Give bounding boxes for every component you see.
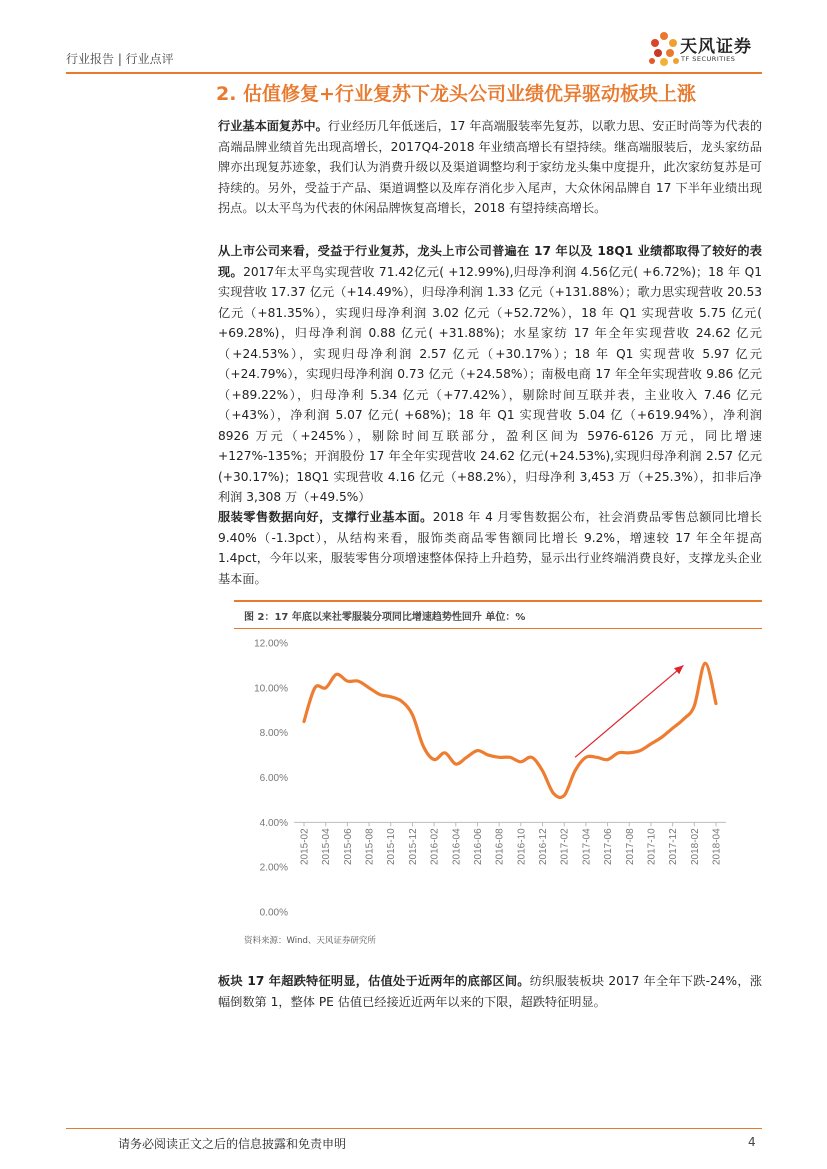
x-tick-label: 2017-02 [559, 828, 571, 866]
data-point [379, 693, 381, 695]
figure-title-bar [234, 600, 762, 629]
paragraph-4 [218, 971, 762, 1012]
y-tick-label: 4.00% [259, 817, 288, 829]
logo-name-cn: 天风证券 [680, 37, 752, 57]
x-tick-label: 2018-04 [711, 828, 723, 866]
data-point [552, 792, 554, 794]
x-tick-label: 2018-02 [689, 828, 701, 866]
data-point [639, 749, 641, 751]
trend-arrow-line [575, 665, 683, 757]
paragraph-4-body: 纺织服装板块 2017 年全年下跌-24%，涨幅倒数第 1，整体 PE 估值已经接近近两年以来的下限，超跌特征明显。 [218, 974, 762, 1009]
data-point [585, 756, 587, 758]
data-point [704, 662, 706, 664]
data-point [596, 756, 598, 758]
data-point [335, 673, 337, 675]
y-tick-label: 12.00% [254, 638, 288, 650]
y-tick-label: 10.00% [254, 683, 288, 695]
x-tick-label: 2017-04 [581, 828, 593, 866]
data-point [693, 705, 695, 707]
section-title: 2. 估值修复+行业复苏下龙头公司业绩优异驱动板块上涨 [216, 83, 696, 105]
paragraph-2-body: 2017年太平鸟实现营收 71.42亿元( +12.99%),归母净利润 4.56亿元( +6.72%)；18 年 Q1 实现营收 17.37 亿元（+14.49%），归母净利润 1.33 亿元（+131.88%）；歌力思实现营收 20.53 亿元（+81.35%），实现归母净利润 3.02 亿元（+52.72%），18 年 Q1 实现营收 5.75 亿元( +69.28%)，归母净利润 0.88 亿元( +31.88%)；水星家纺 17 年全年实现营收 24.62 亿元（+24.53%），实现归母净利润 2.57 亿元（+30.17%）；18 年 Q1 实现营收 5.97 亿元（+24.79%），实现归母净利润 0.73 亿元（+24.58%）；南极电商 17 年全年实现营收 9.86 亿元（+89.22%），归母净利 5.34 亿元（+77.42%），剔除时间互联并表，主业收入 7.46 亿元（+43%），净利润 5.07 亿元( +68%)；18 年 Q1 实现营收 5.04 亿（+619.94%），净利润 8926 万元（+245%），剔除时间互联部分，盈利区间为 5976-6126 万元，同比增速+127%-135%；开润股份 17 年全年实现营收 24.62 亿元(+24.53%),实现归母净利润 2.57 亿元(+30.17%)；18Q1 实现营收 4.16 亿元（+88.2%），归母净利 3,453 万（+25.3%），扣非后净利润 3,308 万（+49.5%） [218, 264, 762, 504]
data-point [520, 761, 522, 763]
data-point [661, 736, 663, 738]
data-point [357, 680, 359, 682]
data-point [411, 714, 413, 716]
y-tick-label: 8.00% [259, 728, 288, 740]
data-point [606, 758, 608, 760]
data-point [574, 770, 576, 772]
y-tick-label: 6.00% [259, 773, 288, 784]
data-point [400, 700, 402, 702]
data-point [433, 758, 435, 760]
data-point [314, 687, 316, 689]
data-point [390, 696, 392, 698]
paragraph-4-lead: 板块 17 年超跌特征明显，估值处于近两年的底部区间。 [218, 974, 530, 988]
footer-disclaimer: 请务必阅读正文之后的信息披露和免责申明 [118, 1137, 347, 1151]
header-divider [66, 72, 762, 74]
data-point [628, 752, 630, 754]
data-point [650, 743, 652, 745]
footer-divider [66, 1128, 762, 1129]
paragraph-1-lead: 行业基本面复苏中。 [218, 119, 328, 133]
x-tick-label: 2017-06 [603, 828, 615, 866]
series-line [304, 663, 716, 797]
x-tick-label: 2016-10 [516, 828, 528, 866]
x-tick-label: 2016-04 [451, 828, 463, 866]
data-point [487, 754, 489, 756]
paragraph-2 [218, 241, 762, 508]
brand-logo [648, 30, 768, 72]
figure-title: 图 2：17 年底以来社零服装分项同比增速趋势性回升 单位：% [244, 612, 526, 623]
x-tick-label: 2017-08 [624, 828, 636, 866]
data-point [422, 745, 424, 747]
data-point [324, 687, 326, 689]
data-point [455, 763, 457, 765]
data-point [303, 720, 305, 722]
y-tick-label: 0.00% [259, 907, 288, 919]
figure-2 [234, 600, 762, 952]
data-point [465, 756, 467, 758]
paragraph-1-body: 行业经历几年低迷后，17 年高端服装率先复苏，以歌力思、安正时尚等为代表的高端品牌业绩首先出现高增长，2017Q4-2018 年业绩高增长有望持续。继高端服装后，龙头家纺品牌亦出现复苏迹象，我们认为消费升级以及渠道调整均利于家纺龙头集中度提升，此次家纺复苏是可持续的。另外，受益于产品、渠道调整以及库存消化步入尾声，大众休闲品牌自 17 下半年业绩出现拐点。以太平鸟为代表的休闲品牌恢复高增长，2018 有望持续高增长。 [218, 119, 763, 215]
x-tick-label: 2015-10 [386, 828, 398, 866]
figure-source: 资料来源：Wind、天风证券研究所 [244, 936, 376, 946]
page-number: 4 [748, 1135, 756, 1149]
x-tick-label: 2016-08 [494, 828, 506, 866]
x-tick-label: 2016-06 [472, 828, 484, 866]
paragraph-3-lead: 服装零售数据向好，支撑行业基本面。 [218, 510, 433, 524]
paragraph-1 [218, 116, 762, 219]
data-point [715, 702, 717, 704]
logo-icon [648, 30, 680, 70]
paragraph-3-body: 2018 年 4 月零售数据公布，社会消费品零售总额同比增长 9.40%（-1.3pct），从结构来看，服饰类商品零售额同比增长 9.2%，增速较 17 年全年提高 1.4pct，今年以来，服装零售分项增速整体保持上升趋势，显示出行业终端消费良好，支撑龙头企业基本面。 [218, 510, 762, 586]
data-point [671, 727, 673, 729]
data-point [530, 756, 532, 758]
data-point [444, 752, 446, 754]
data-point [617, 752, 619, 754]
line-chart [234, 626, 762, 932]
x-tick-label: 2015-04 [321, 828, 333, 866]
x-tick-label: 2016-02 [429, 828, 441, 866]
x-tick-label: 2015-02 [299, 828, 311, 866]
paragraph-3 [218, 507, 762, 589]
data-point [346, 680, 348, 682]
logo-name-en: TF SECURITIES [681, 55, 736, 63]
y-tick-label: 2.00% [259, 862, 288, 874]
report-category: 行业报告 | 行业点评 [66, 52, 174, 66]
data-point [498, 756, 500, 758]
x-tick-label: 2015-06 [342, 828, 354, 866]
data-point [476, 749, 478, 751]
x-tick-label: 2015-08 [364, 828, 376, 866]
data-point [682, 718, 684, 720]
data-point [541, 770, 543, 772]
x-tick-label: 2015-12 [407, 828, 419, 866]
data-point [509, 756, 511, 758]
data-point [368, 687, 370, 689]
x-tick-label: 2017-10 [646, 828, 658, 866]
x-tick-label: 2017-12 [668, 828, 680, 866]
data-point [563, 794, 565, 796]
paragraph-2-lead: 从上市公司来看，受益于行业复苏，龙头上市公司普遍在 17 年以及 18Q1 业绩都取得了较好的表现。 [218, 244, 762, 279]
x-tick-label: 2016-12 [538, 828, 550, 866]
